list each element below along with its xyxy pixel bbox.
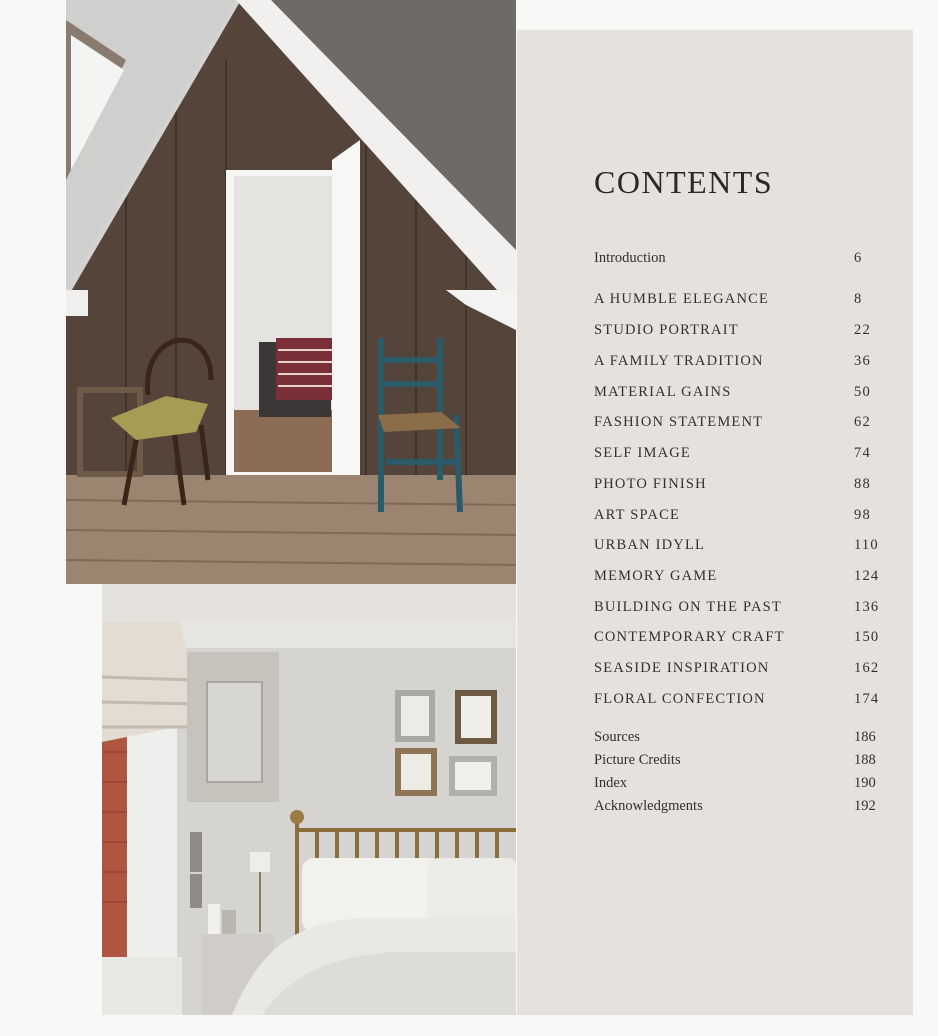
toc-page-number: 162 (854, 660, 880, 676)
toc-chapter (594, 384, 878, 401)
toc-chapter (594, 568, 878, 585)
toc-label: SEASIDE INSPIRATION (594, 660, 770, 676)
toc-label: FLORAL CONFECTION (594, 691, 766, 707)
toc-entry-introduction (594, 250, 878, 267)
toc-label: Picture Credits (594, 752, 681, 768)
bedroom-photo (102, 622, 516, 1015)
toc-back-matter (594, 752, 878, 769)
toc-page-number: 136 (854, 599, 880, 615)
toc-chapter (594, 414, 878, 431)
toc-label: Introduction (594, 250, 666, 266)
toc-label: MATERIAL GAINS (594, 384, 732, 400)
toc-label: URBAN IDYLL (594, 537, 706, 553)
toc-label: STUDIO PORTRAIT (594, 322, 739, 338)
toc-chapter (594, 476, 878, 493)
toc-label: BUILDING ON THE PAST (594, 599, 782, 615)
toc-label: ART SPACE (594, 507, 681, 523)
toc-back-matter (594, 798, 878, 815)
toc-chapter (594, 537, 878, 554)
toc-chapter (594, 353, 878, 370)
toc-page-number: 8 (854, 291, 863, 307)
toc-page-number: 124 (854, 568, 880, 584)
toc-label: FASHION STATEMENT (594, 414, 764, 430)
toc-back-matter (594, 775, 878, 792)
toc-page-number: 150 (854, 629, 880, 645)
toc-page-number: 88 (854, 476, 871, 492)
toc-page-number: 174 (854, 691, 880, 707)
toc-label: CONTEMPORARY CRAFT (594, 629, 785, 645)
toc-label: A HUMBLE ELEGANCE (594, 291, 770, 307)
toc-back-matter (594, 729, 878, 746)
toc-label: Index (594, 775, 628, 791)
toc-label: Sources (594, 729, 640, 745)
toc-chapter (594, 507, 878, 524)
toc-label: PHOTO FINISH (594, 476, 707, 492)
toc-page-number: 62 (854, 414, 871, 430)
attic-room-photo (66, 0, 516, 584)
toc-label: Acknowledgments (594, 798, 703, 814)
background-band (102, 584, 516, 622)
toc-page-number: 110 (854, 537, 879, 553)
toc-page-number: 74 (854, 445, 871, 461)
toc-chapter (594, 445, 878, 462)
toc-label: SELF IMAGE (594, 445, 691, 461)
toc-page-number: 36 (854, 353, 871, 369)
toc-page-number: 188 (854, 752, 876, 768)
toc-label: MEMORY GAME (594, 568, 718, 584)
toc-page-number: 186 (854, 729, 876, 745)
toc-chapter (594, 599, 878, 616)
toc-label: A FAMILY TRADITION (594, 353, 764, 369)
toc-chapter (594, 629, 878, 646)
toc-page-number: 98 (854, 507, 871, 523)
toc-page-number: 22 (854, 322, 871, 338)
toc-page-number: 6 (854, 250, 862, 266)
toc-page-number: 50 (854, 384, 871, 400)
toc-chapter (594, 291, 878, 308)
toc-chapter (594, 691, 878, 708)
toc-chapter (594, 660, 878, 677)
toc-page-number: 192 (854, 798, 876, 814)
contents-heading: CONTENTS (594, 164, 774, 200)
toc-page-number: 190 (854, 775, 876, 791)
toc-chapter (594, 322, 878, 339)
